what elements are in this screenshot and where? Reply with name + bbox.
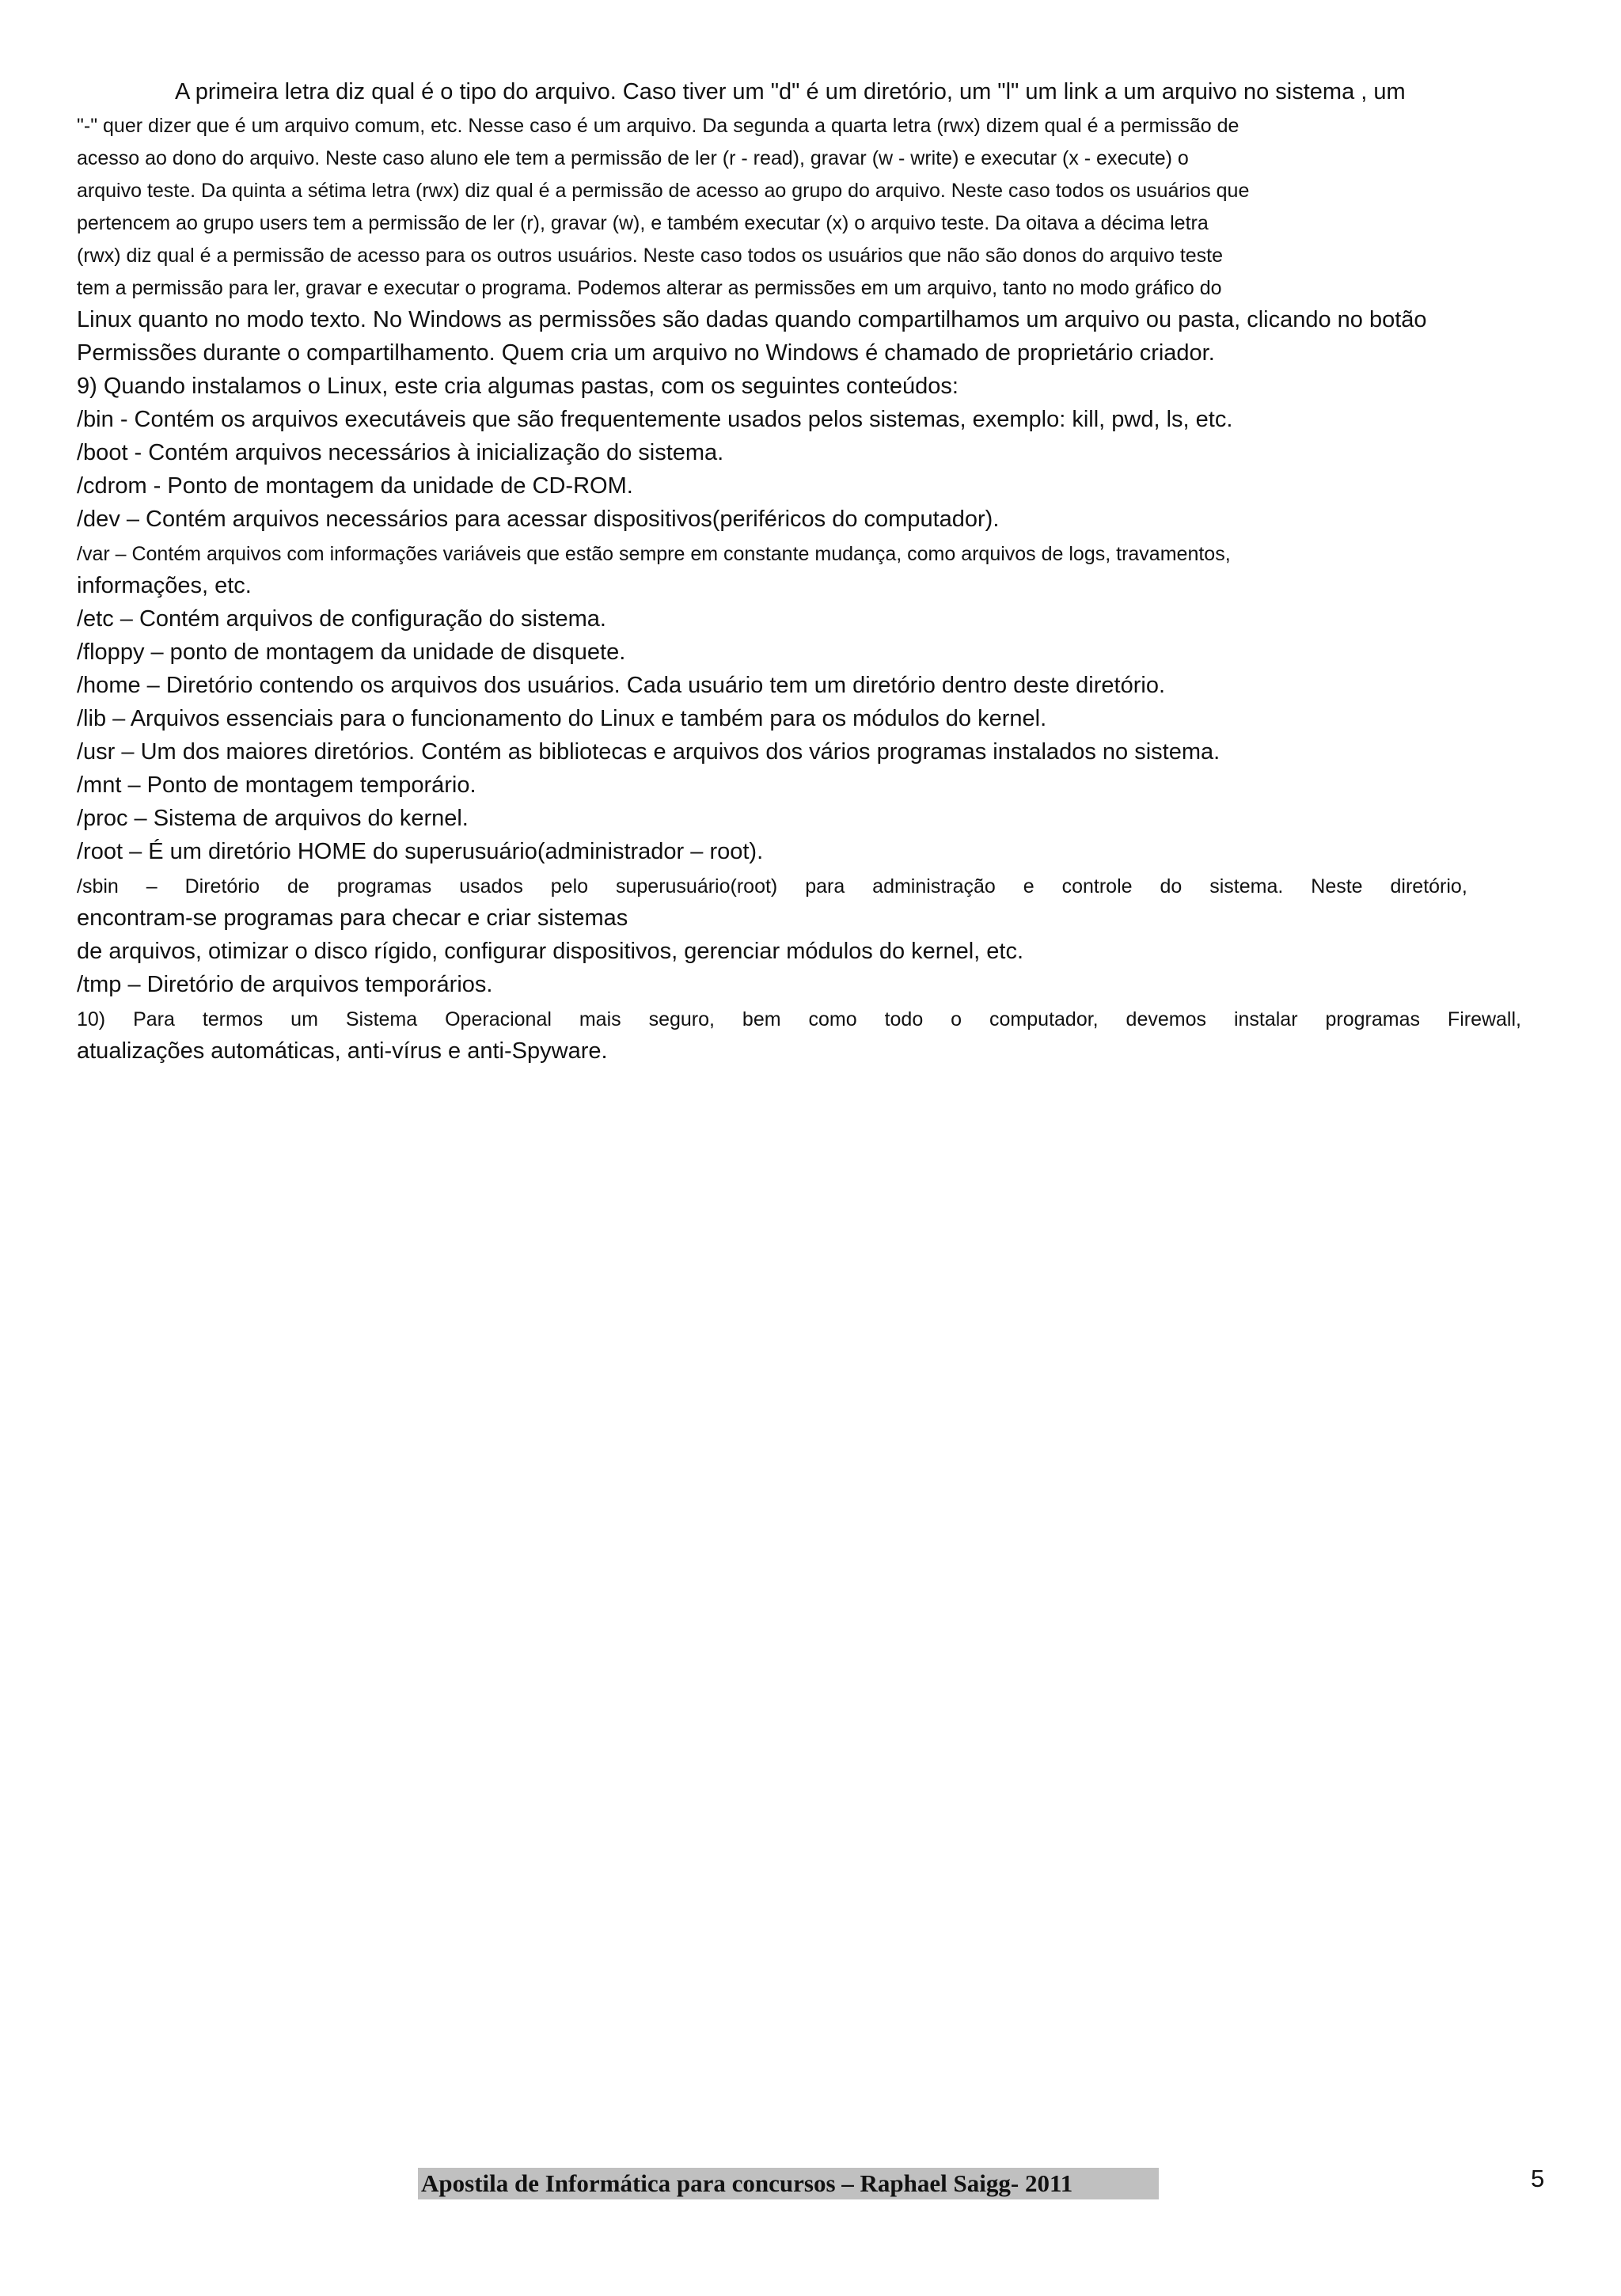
text-line: pertencem ao grupo users tem a permissão de ler (r), gravar (w), e também executar (x) o arquivo teste. Da oitava a décima letra xyxy=(77,212,1209,234)
text-line: /home – Diretório contendo os arquivos dos usuários. Cada usuário tem um diretório dentro deste diretório. xyxy=(77,673,1166,698)
text-line: /root – É um diretório HOME do superusuário(administrador – root). xyxy=(77,839,764,864)
text-line: /bin - Contém os arquivos executáveis que são frequentemente usados pelos sistemas, exemplo: kill, pwd, ls, etc. xyxy=(77,407,1233,432)
text-line: acesso ao dono do arquivo. Neste caso aluno ele tem a permissão de ler (r - read), gravar (w - write) e executar (x - execute) o xyxy=(77,147,1189,169)
footer-title: Apostila de Informática para concursos – Raphael Saigg- 2011 xyxy=(418,2168,1159,2199)
text-line: encontram-se programas para checar e criar sistemas xyxy=(77,905,628,931)
text-line: A primeira letra diz qual é o tipo do arquivo. Caso tiver um "d" é um diretório, um "l" um link a um arquivo no sistema , um xyxy=(175,79,1406,104)
text-line: /var – Contém arquivos com informações variáveis que estão sempre em constante mudança, como arquivos de logs, travamentos, xyxy=(77,543,1231,565)
text-line: Permissões durante o compartilhamento. Quem cria um arquivo no Windows é chamado de proprietário criador. xyxy=(77,340,1215,366)
text-line: /tmp – Diretório de arquivos temporários. xyxy=(77,972,493,997)
text-line: /boot - Contém arquivos necessários à inicialização do sistema. xyxy=(77,440,724,465)
text-line: /proc – Sistema de arquivos do kernel. xyxy=(77,806,469,831)
text-line: /sbin – Diretório de programas usados pelo superusuário(root) para administração e controle do sistema. Neste diretório, xyxy=(77,875,1467,898)
page-number: 5 xyxy=(1531,2165,1545,2192)
text-line: /mnt – Ponto de montagem temporário. xyxy=(77,772,476,798)
text-line: /floppy – ponto de montagem da unidade de disquete. xyxy=(77,639,626,665)
text-line: /lib – Arquivos essenciais para o funcionamento do Linux e também para os módulos do kernel. xyxy=(77,706,1047,731)
text-line: "-" quer dizer que é um arquivo comum, etc. Nesse caso é um arquivo. Da segunda a quarta letra (rwx) dizem qual é a permissão de xyxy=(77,115,1239,137)
text-line: /dev – Contém arquivos necessários para acessar dispositivos(periféricos do computador). xyxy=(77,507,1000,532)
text-line: tem a permissão para ler, gravar e executar o programa. Podemos alterar as permissões em um arquivo, tanto no modo gráfico do xyxy=(77,277,1222,299)
text-line: /usr – Um dos maiores diretórios. Contém as bibliotecas e arquivos dos vários programas instalados no sistema. xyxy=(77,739,1220,765)
text-line: (rwx) diz qual é a permissão de acesso para os outros usuários. Neste caso todos os usuários que não são donos do arquivo teste xyxy=(77,245,1224,267)
text-line: atualizações automáticas, anti-vírus e anti-Spyware. xyxy=(77,1038,608,1064)
text-line: informações, etc. xyxy=(77,573,252,598)
text-line: 9) Quando instalamos o Linux, este cria algumas pastas, com os seguintes conteúdos: xyxy=(77,374,959,399)
text-line: de arquivos, otimizar o disco rígido, configurar dispositivos, gerenciar módulos do kernel, etc. xyxy=(77,939,1024,964)
text-line: 10) Para termos um Sistema Operacional mais seguro, bem como todo o computador, devemos instalar programas Firewall, xyxy=(77,1008,1521,1030)
text-line: /etc – Contém arquivos de configuração do sistema. xyxy=(77,606,606,632)
text-line: arquivo teste. Da quinta a sétima letra (rwx) diz qual é a permissão de acesso ao grupo do arquivo. Neste caso todos os usuários que xyxy=(77,180,1250,202)
text-line: Linux quanto no modo texto. No Windows as permissões são dadas quando compartilhamos um arquivo ou pasta, clicando no botão xyxy=(77,307,1427,332)
text-line: /cdrom - Ponto de montagem da unidade de CD-ROM. xyxy=(77,473,633,499)
